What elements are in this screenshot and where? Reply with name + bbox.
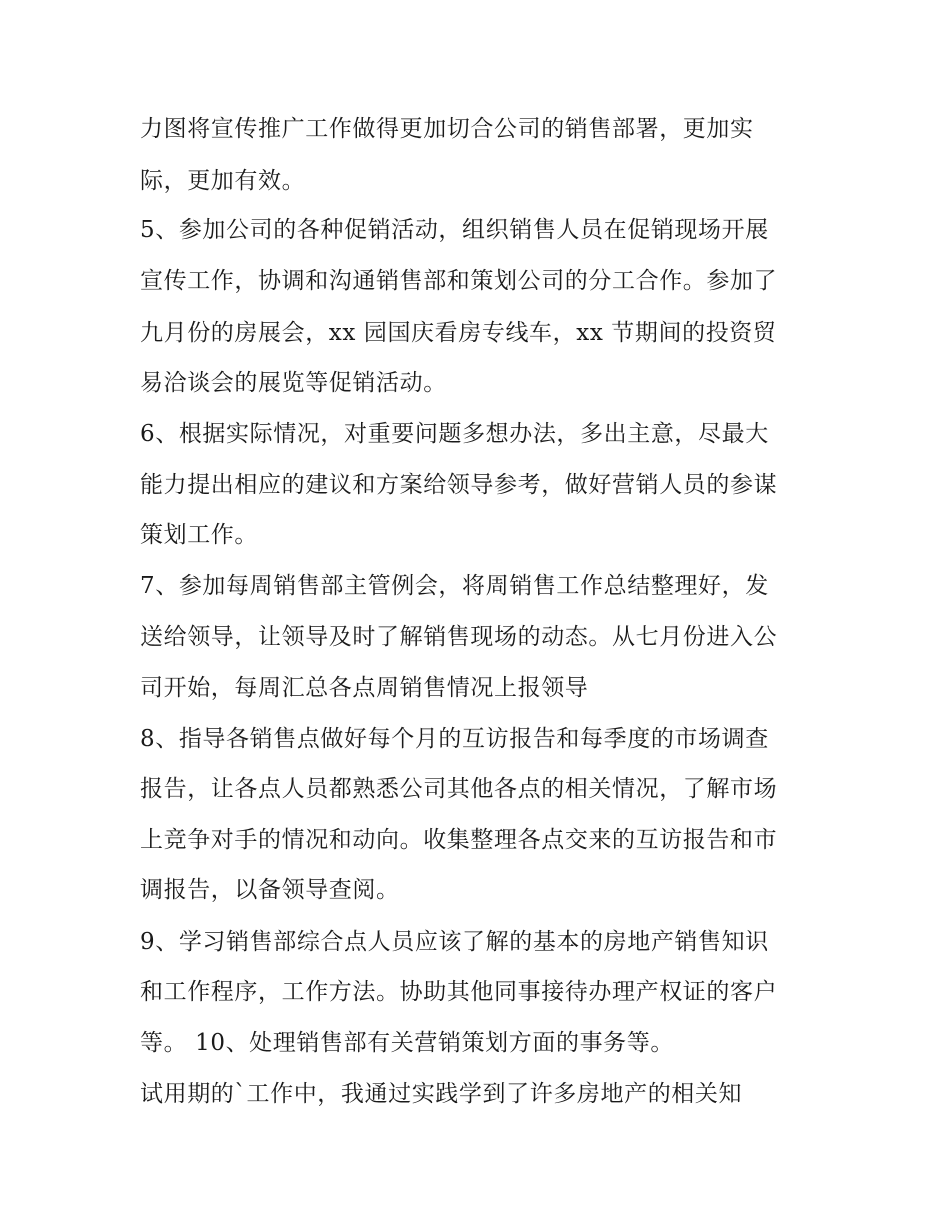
- text-line: 策划工作。: [140, 522, 258, 548]
- text-line: 试用期的`工作中，我通过实践学到了许多房地产的相关知: [140, 1081, 743, 1107]
- text-line: 报告，让各点人员都熟悉公司其他各点的相关情况，了解市场: [140, 776, 778, 802]
- text-line: 际，更加有效。: [140, 168, 306, 194]
- text-line: 调报告，以备领导查阅。: [140, 877, 400, 903]
- text-line: 宣传工作，协调和沟通销售部和策划公司的分工合作。参加了: [140, 268, 778, 294]
- text-line: 7、参加每周销售部主管例会，将周销售工作总结整理好，发: [140, 573, 769, 599]
- text-line: 九月份的房展会，xx 园国庆看房专线车，xx 节期间的投资贸: [140, 320, 777, 346]
- text-line: 9、学习销售部综合点人员应该了解的基本的房地产销售知识: [140, 929, 769, 955]
- text-line: 5、参加公司的各种促销活动，组织销售人员在促销现场开展: [140, 217, 769, 243]
- text-line: 和工作程序，工作方法。协助其他同事接待办理产权证的客户: [140, 979, 778, 1005]
- text-line: 8、指导各销售点做好每个月的互访报告和每季度的市场调查: [140, 726, 769, 752]
- text-line: 送给领导，让领导及时了解销售现场的动态。从七月份进入公: [140, 624, 778, 650]
- text-line: 能力提出相应的建议和方案给领导参考，做好营销人员的参谋: [140, 472, 778, 498]
- text-line: 6、根据实际情况，对重要问题多想办法，多出主意，尽最大: [140, 421, 769, 447]
- text-line: 力图将宣传推广工作做得更加切合公司的销售部署，更加实: [140, 116, 754, 142]
- text-line: 上竞争对手的情况和动向。收集整理各点交来的互访报告和市: [140, 827, 778, 853]
- text-line: 等。 10、处理销售部有关营销策划方面的事务等。: [140, 1030, 674, 1056]
- text-line: 司开始，每周汇总各点周销售情况上报领导: [140, 675, 589, 701]
- text-line: 易洽谈会的展览等促销活动。: [140, 370, 447, 396]
